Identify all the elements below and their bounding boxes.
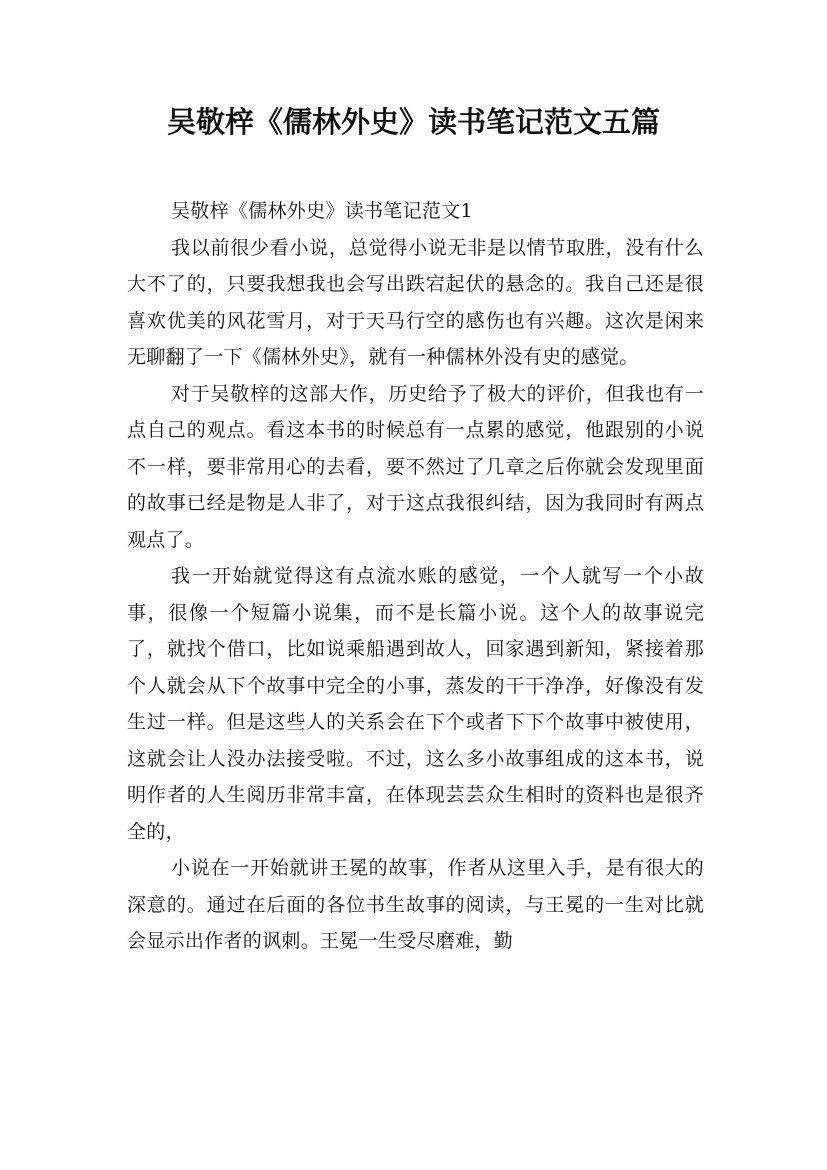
paragraph-3: 我一开始就觉得这有点流水账的感觉，一个人就写一个小故事，很像一个短篇小说集，而不是长篇小说。这个人的故事说完了，就找个借口，比如说乘船遇到故人，回家遇到新知，紧接着那个人就会从下个故事中完全的小事，蒸发的干干净净，好像没有发生过一样。但是这些人的关系会在下个或者下下个故事中被使用，这就会让人没办法接受啦。不过，这么多小故事组成的这本书，说明作者的人生阅历非常丰富，在体现芸芸众生相时的资料也是很齐全的， [127, 565, 704, 843]
document-title: 吴敬梓《儒林外史》读书笔记范文五篇 [166, 105, 660, 139]
paragraph-4: 小说在一开始就讲王冕的故事，作者从这里入手，是有很大的深意的。通过在后面的各位书生故事的阅读，与王冕的一生对比就会显示出作者的讽刺。王冕一生受尽磨难，勤 [127, 857, 704, 952]
document-body [127, 193, 704, 960]
paragraph-1: 我以前很少看小说，总觉得小说无非是以情节取胜，没有什么大不了的，只要我想我也会写出跌宕起伏的悬念的。我自己还是很喜欢优美的风花雪月，对于天马行空的感伤也有兴趣。这次是闲来无聊翻了一下《儒林外史》，就有一种儒林外没有史的感觉。 [127, 236, 704, 368]
section-heading: 吴敬梓《儒林外史》读书笔记范文1 [171, 200, 473, 222]
paragraph-2: 对于吴敬梓的这部大作，历史给予了极大的评价，但我也有一点自己的观点。看这本书的时候总有一点累的感觉，他跟别的小说不一样，要非常用心的去看，要不然过了几章之后你就会发现里面的故事已经是物是人非了，对于这点我很纠结，因为我同时有两点观点了。 [127, 382, 704, 551]
